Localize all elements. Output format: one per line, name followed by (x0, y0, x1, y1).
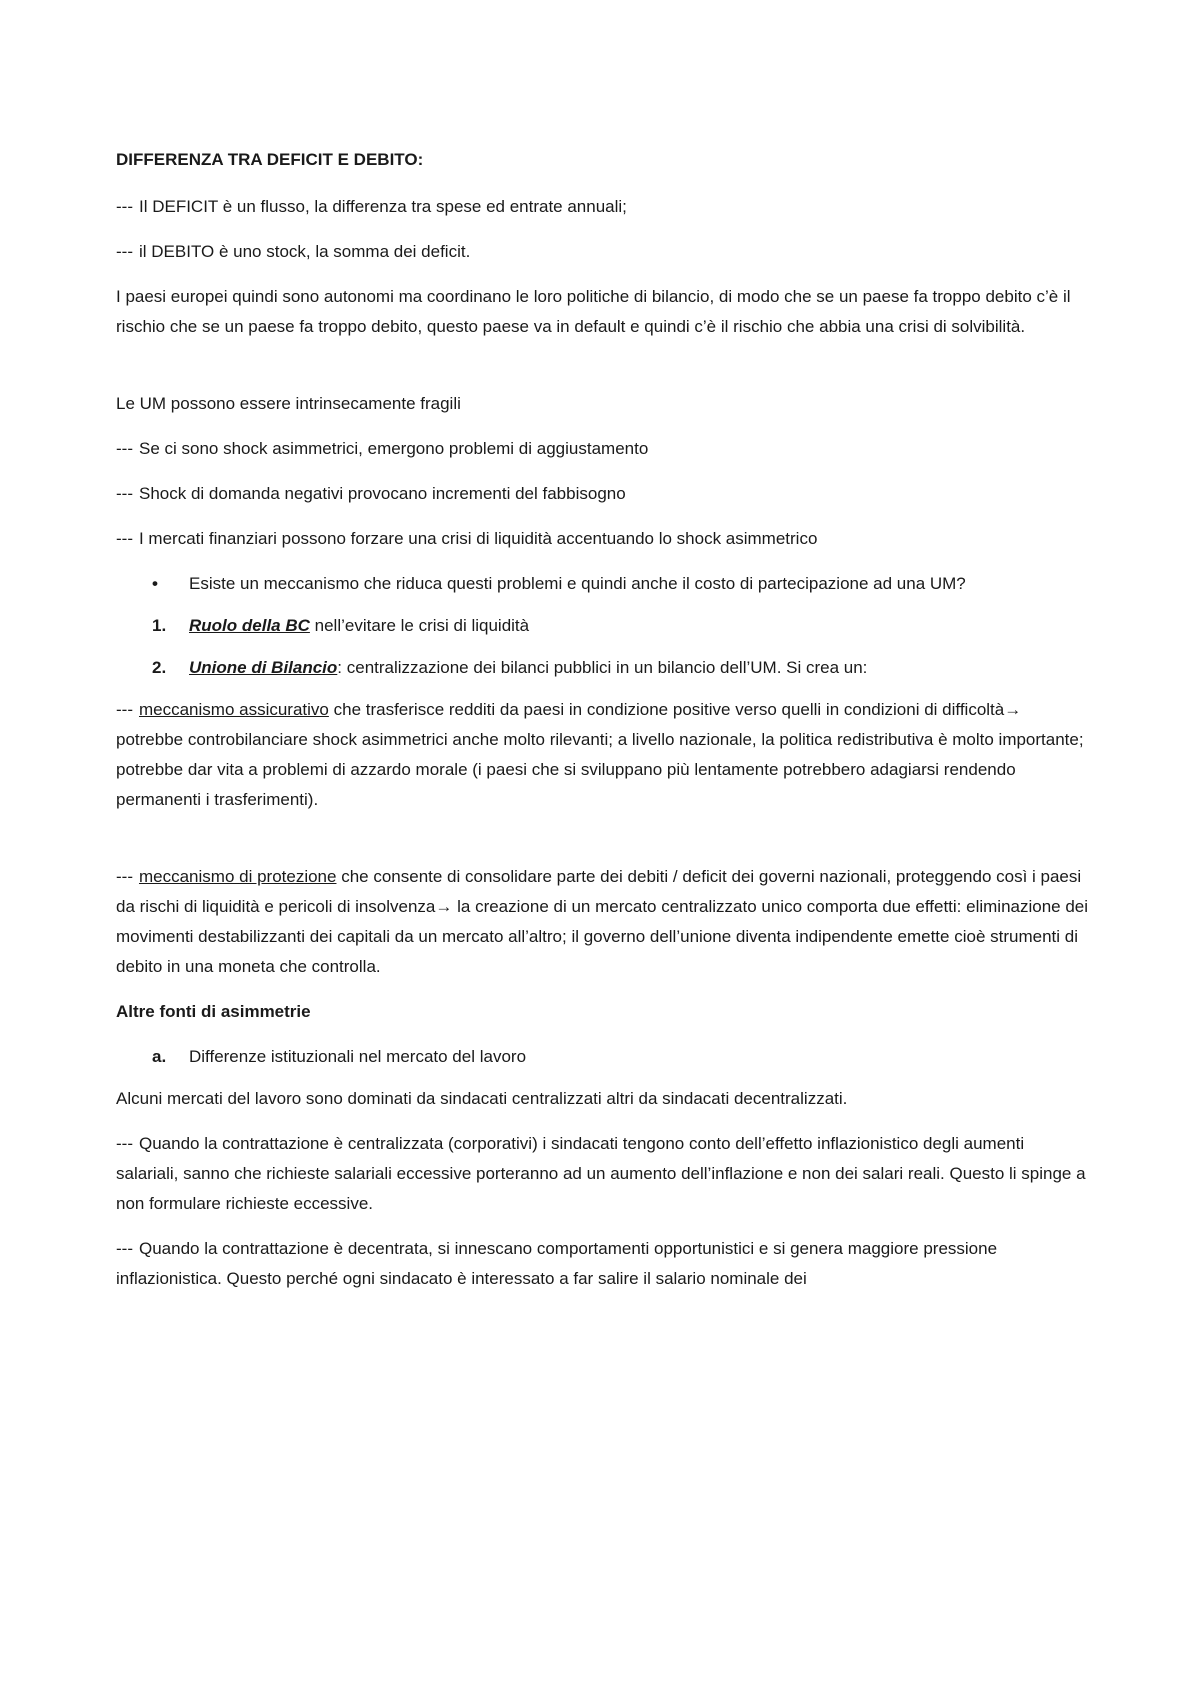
contrattazione-centralizzata-paragraph (116, 1129, 1091, 1219)
number-marker: 2. (152, 658, 167, 677)
numbered-item-2 (116, 653, 1091, 683)
mercati-lavoro-paragraph: Alcuni mercati del lavoro sono dominati da sindacati centralizzati altri da sindacati decentralizzati. (116, 1089, 848, 1108)
dash-marker: --- (116, 1134, 133, 1153)
deficit-definition (116, 192, 1091, 222)
document-body (116, 145, 1091, 1309)
point-domanda (116, 479, 1091, 509)
debito-text: il DEBITO è uno stock, la somma dei deficit. (138, 242, 471, 261)
meccanismo-protezione-label: meccanismo di protezione (138, 867, 337, 886)
point-mercati-text: I mercati finanziari possono forzare una crisi di liquidità accentuando lo shock asimmetrico (138, 529, 818, 548)
meccanismo-protezione-paragraph (116, 862, 1091, 982)
um-fragili-heading: Le UM possono essere intrinsecamente fragili (116, 394, 461, 413)
ruolo-bc-text: nell’evitare le crisi di liquidità (309, 616, 530, 635)
meccanismo-protezione-text: che consente di consolidare parte dei debiti / deficit dei governi nazionali, proteggendo così i paesi da rischi di liquidità e pericoli di insolvenza→ la creazione di un mercato centralizzato unico comporta due effetti: eliminazione dei movimenti destabilizzanti dei capitali da un mercato all’altro; il governo dell’unione diventa indipendente emette cioè strumenti di debito in una moneta che controlla. (116, 867, 1089, 976)
point-domanda-text: Shock di domanda negativi provocano incrementi del fabbisogno (138, 484, 626, 503)
meccanismo-assicurativo-paragraph (116, 695, 1091, 815)
number-marker: 1. (152, 616, 167, 635)
point-shock (116, 434, 1091, 464)
section-title: DIFFERENZA TRA DEFICIT E DEBITO: (116, 150, 424, 169)
point-mercati (116, 524, 1091, 554)
unione-bilancio-text: : centralizzazione dei bilanci pubblici in un bilancio dell’UM. Si crea un: (337, 658, 868, 677)
dash-marker: --- (116, 439, 133, 458)
bullet-item (116, 569, 1091, 599)
dash-marker: --- (116, 1239, 133, 1258)
deficit-text: Il DEFICIT è un flusso, la differenza tra spese ed entrate annuali; (138, 197, 627, 216)
lettered-item-text: Differenze istituzionali nel mercato del lavoro (189, 1047, 527, 1066)
dash-marker: --- (116, 242, 133, 261)
altre-fonti-heading: Altre fonti di asimmetrie (116, 1002, 311, 1021)
ruolo-bc-label: Ruolo della BC (189, 616, 310, 635)
lettered-item-a (116, 1042, 1091, 1072)
letter-marker: a. (152, 1047, 167, 1066)
dash-marker: --- (116, 529, 133, 548)
meccanismo-assicurativo-text: che trasferisce redditi da paesi in condizione positive verso quelli in condizioni di difficoltà→ potrebbe controbilanciare shock asimmetrici anche molto rilevanti; a livello nazionale, la politica redistributiva è molto importante; potrebbe dar vita a problemi di azzardo morale (i paesi che si sviluppano più lentamente potrebbero adagiarsi rendendo permanenti i trasferimenti). (116, 700, 1084, 809)
meccanismo-assicurativo-label: meccanismo assicurativo (138, 700, 329, 719)
unione-bilancio-label: Unione di Bilancio (189, 658, 338, 677)
paragraph-paesi-europei: I paesi europei quindi sono autonomi ma coordinano le loro politiche di bilancio, di modo che se un paese fa troppo debito c’è il rischio che se un paese fa troppo debito, questo paese va in default e quindi c’è il rischio che abbia una crisi di solvibilità. (116, 287, 1071, 336)
dash-marker: --- (116, 484, 133, 503)
contrattazione-decentrata-paragraph (116, 1234, 1091, 1294)
numbered-item-1 (116, 611, 1091, 641)
debito-definition (116, 237, 1091, 267)
dash-marker: --- (116, 867, 133, 886)
bullet-text: Esiste un meccanismo che riduca questi problemi e quindi anche il costo di partecipazione ad una UM? (189, 574, 966, 593)
point-shock-text: Se ci sono shock asimmetrici, emergono problemi di aggiustamento (138, 439, 649, 458)
dash-marker: --- (116, 700, 133, 719)
contrattazione-decentrata-text: Quando la contrattazione è decentrata, si innescano comportamenti opportunistici e si genera maggiore pressione inflazionistica. Questo perché ogni sindacato è interessato a far salire il salario nominale dei (116, 1239, 998, 1288)
dash-marker: --- (116, 197, 133, 216)
bullet-marker: • (152, 574, 158, 593)
contrattazione-centralizzata-text: Quando la contrattazione è centralizzata (corporativi) i sindacati tengono conto dell’effetto inflazionistico degli aumenti salariali, sanno che richieste salariali eccessive porteranno ad un aumento dell’inflazione e non dei salari reali. Questo li spinge a non formulare richieste eccessive. (116, 1134, 1086, 1213)
